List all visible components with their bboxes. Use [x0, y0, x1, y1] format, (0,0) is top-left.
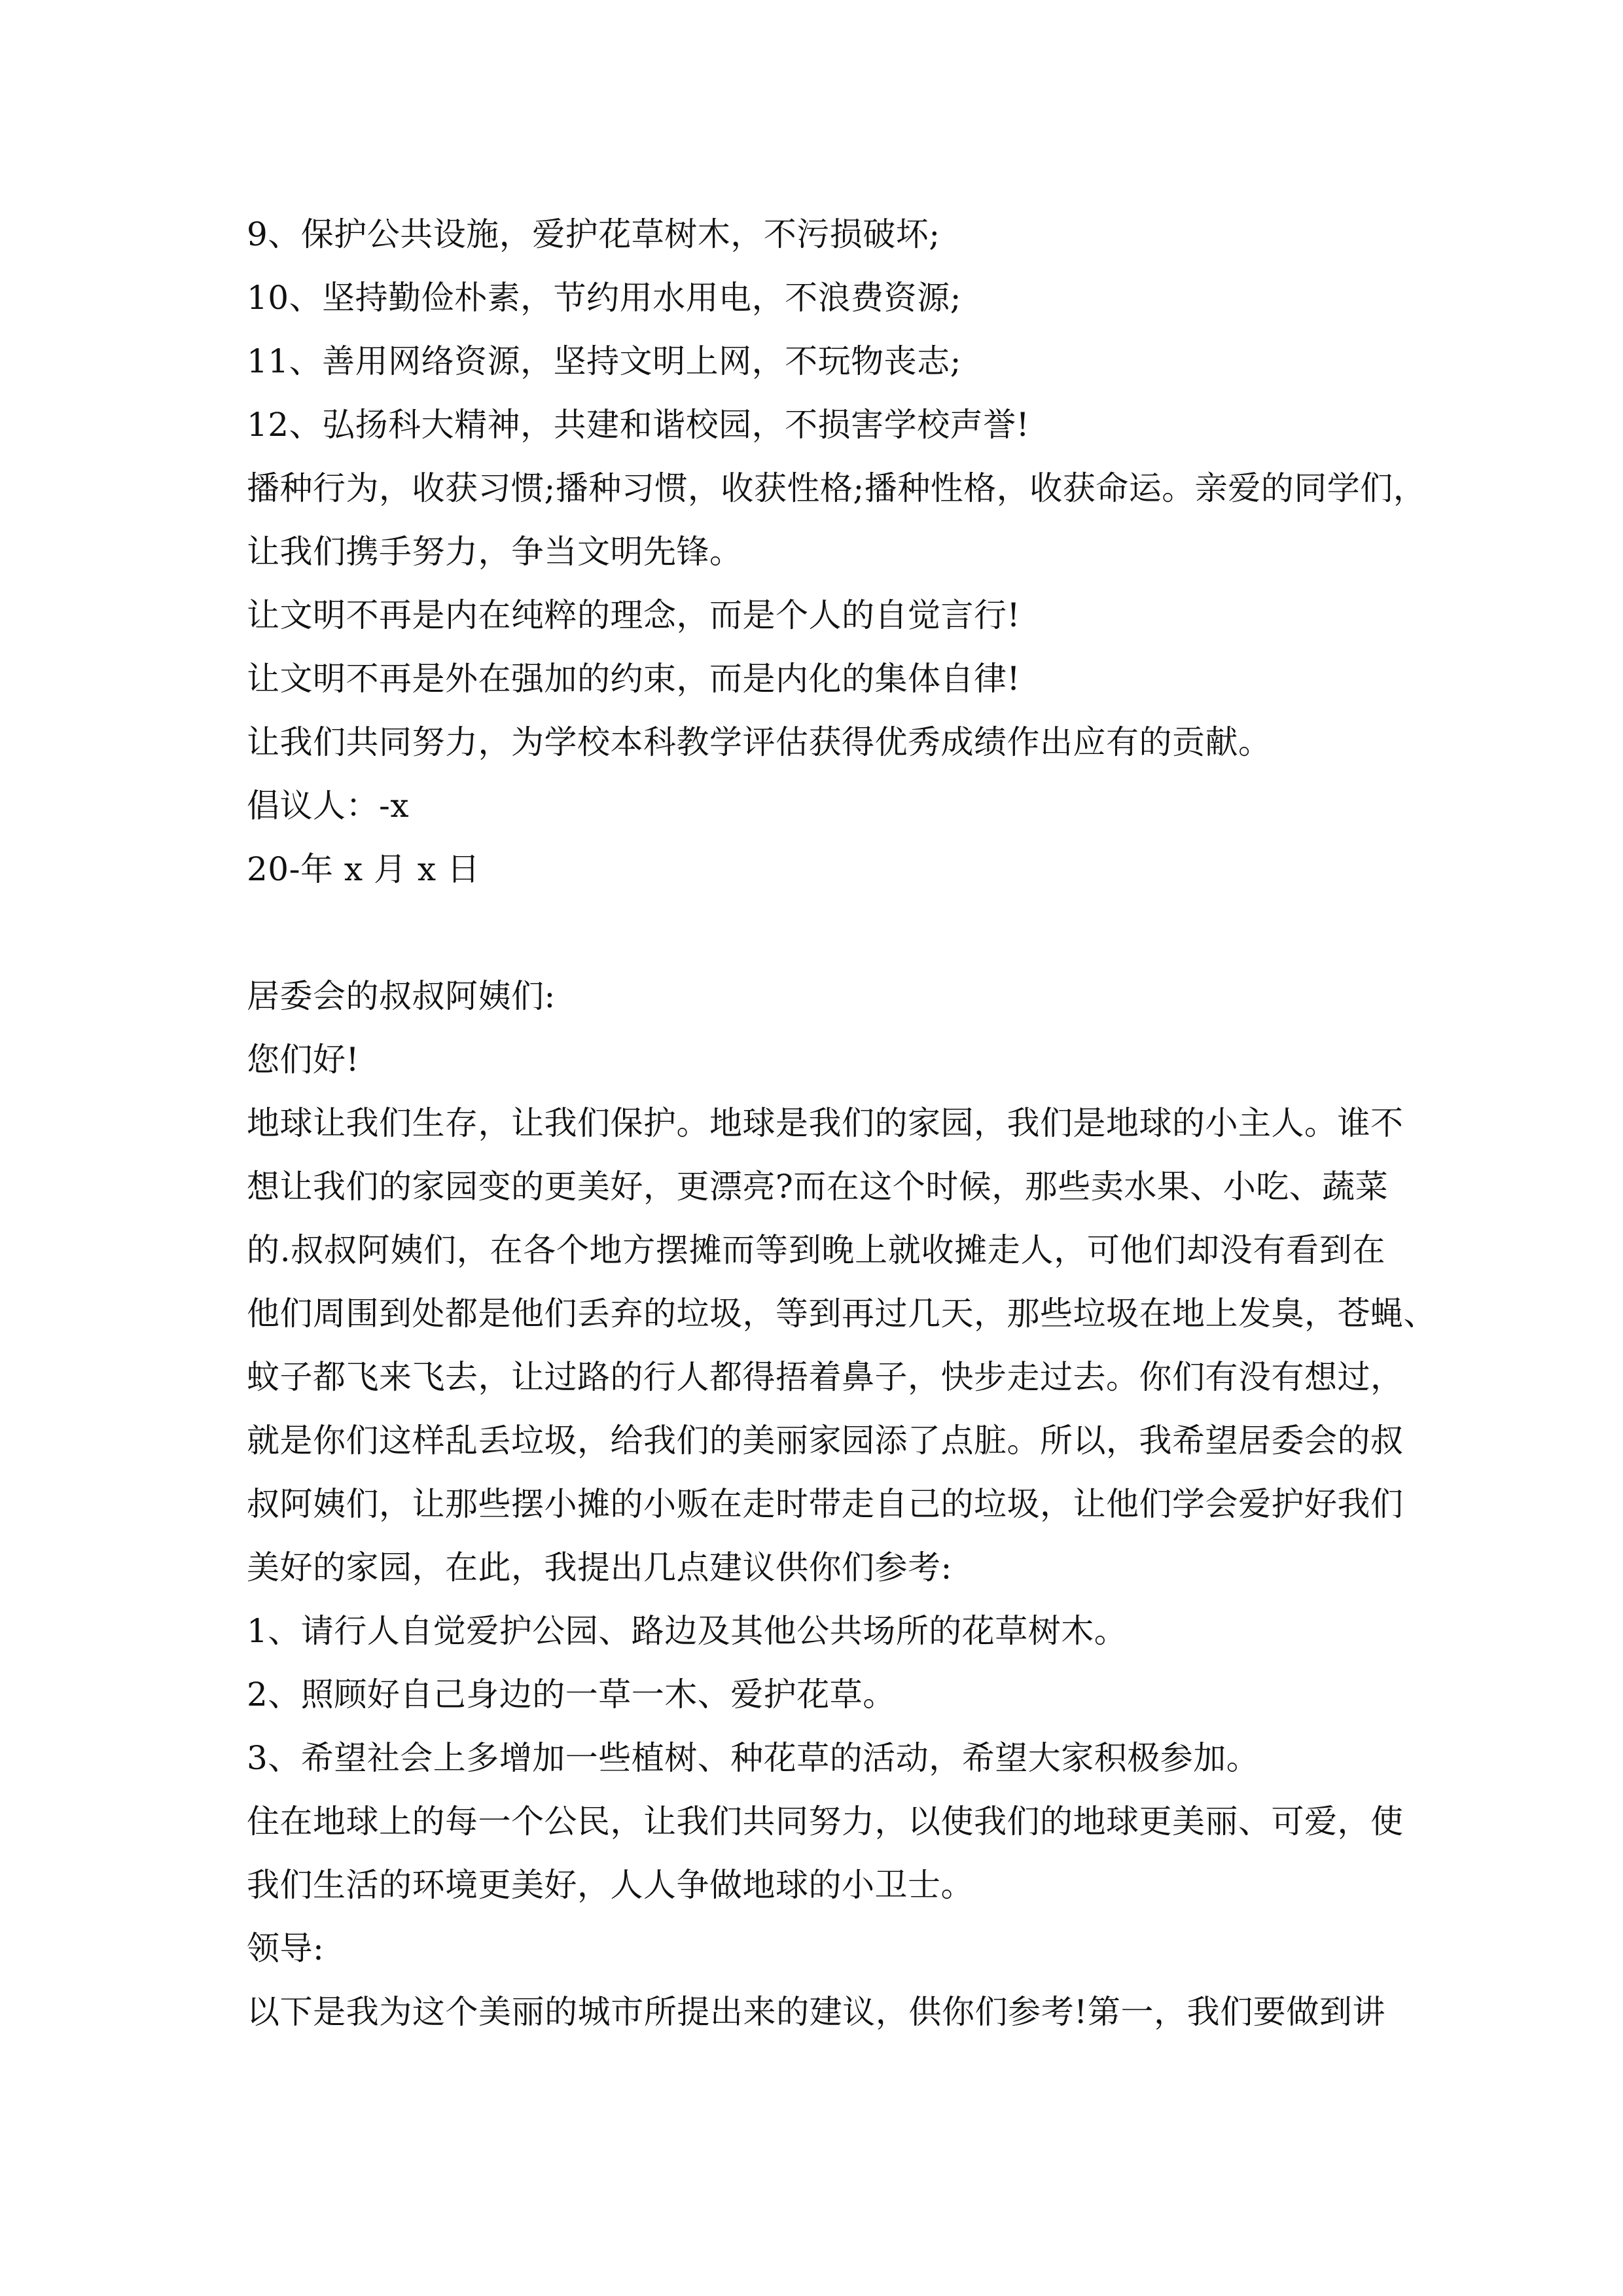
salutation: 领导:: [247, 1929, 325, 1967]
paragraph-line: 叔阿姨们，让那些摆小摊的小贩在走时带走自己的垃圾，让他们学会爱护好我们: [247, 1485, 1404, 1523]
paragraph-line: 就是你们这样乱丢垃圾，给我们的美丽家园添了点脏。所以，我希望居委会的叔: [247, 1422, 1404, 1460]
slogan-line: 让文明不再是外在强加的约束，而是内化的集体自律!: [247, 660, 1021, 698]
paragraph-line: 蚊子都飞来飞去，让过路的行人都得捂着鼻子，快步走过去。你们有没有想过，: [247, 1358, 1404, 1396]
paragraph-line: 地球让我们生存，让我们保护。地球是我们的家园，我们是地球的小主人。谁不: [247, 1104, 1404, 1142]
salutation: 居委会的叔叔阿姨们:: [247, 977, 556, 1015]
list-item-2: 2、照顾好自己身边的一草一木、爱护花草。: [247, 1676, 896, 1713]
list-item-12: 12、弘扬科大精神，共建和谐校园，不损害学校声誉!: [247, 406, 1030, 444]
paragraph-line: 我们生活的环境更美好，人人争做地球的小卫士。: [247, 1866, 974, 1904]
list-item-1: 1、请行人自觉爱护公园、路边及其他公共场所的花草树木。: [247, 1612, 1128, 1650]
greeting: 您们好!: [247, 1041, 360, 1079]
list-item-10: 10、坚持勤俭朴素，节约用水用电，不浪费资源;: [247, 279, 961, 317]
list-item-3: 3、希望社会上多增加一些植树、种花草的活动，希望大家积极参加。: [247, 1739, 1260, 1777]
paragraph-line: 他们周围到处都是他们丢弃的垃圾，等到再过几天，那些垃圾在地上发臭，苍蝇、: [247, 1295, 1436, 1333]
paragraph-line: 住在地球上的每一个公民，让我们共同努力，以使我们的地球更美丽、可爱，使: [247, 1803, 1404, 1840]
paragraph-line: 美好的家园，在此，我提出几点建议供你们参考:: [247, 1549, 952, 1587]
paragraph-line: 播种行为，收获习惯;播种习惯，收获性格;播种性格，收获命运。亲爱的同学们，: [247, 469, 1427, 507]
slogan-line: 让文明不再是内在纯粹的理念，而是个人的自觉言行!: [247, 596, 1021, 634]
paragraph-line: 想让我们的家园变的更美好，更漂亮?而在这个时候，那些卖水果、小吃、蔬菜: [247, 1168, 1389, 1206]
slogan-line: 让我们共同努力，为学校本科教学评估获得优秀成绩作出应有的贡献。: [247, 723, 1272, 761]
paragraph-line: 让我们携手努力，争当文明先锋。: [247, 533, 743, 571]
section-gap: [247, 901, 1385, 965]
paragraph-line: 以下是我为这个美丽的城市所提出来的建议，供你们参考!第一，我们要做到讲: [247, 1993, 1385, 2031]
paragraph-line: 的.叔叔阿姨们，在各个地方摆摊而等到晚上就收摊走人，可他们却没有看到在: [247, 1231, 1385, 1269]
list-item-11: 11、善用网络资源，坚持文明上网，不玩物丧志;: [247, 342, 961, 380]
list-item-9: 9、保护公共设施，爱护花草树木，不污损破坏;: [247, 215, 940, 253]
signer-line: 倡议人：-x: [247, 787, 410, 825]
date-line: 20-年 x 月 x 日: [247, 850, 480, 888]
document-body: [247, 203, 1436, 2044]
